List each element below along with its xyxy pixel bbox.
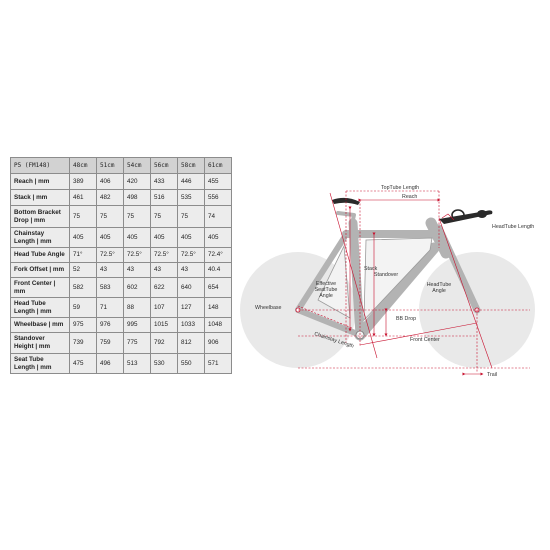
trail-label: Trail: [487, 372, 498, 378]
row-label: Standover Height | mm: [11, 333, 70, 354]
table-cell: 72.5°: [97, 248, 124, 263]
table-row: [11, 206, 232, 228]
table-cell: 446: [178, 174, 205, 190]
table-row: [11, 318, 232, 333]
table-cell: 571: [205, 354, 232, 374]
table-row: [11, 298, 232, 318]
table-cell: 759: [97, 333, 124, 354]
table-cell: 1048: [205, 318, 232, 333]
table-row: [11, 228, 232, 248]
table-cell: 498: [124, 190, 151, 206]
table-cell: 583: [97, 278, 124, 298]
table-cell: 127: [178, 298, 205, 318]
table-cell: 1033: [178, 318, 205, 333]
size-header: 58cm: [178, 158, 205, 174]
table-row: [11, 248, 232, 263]
geometry-table: [10, 157, 232, 374]
toptube-length-label: TopTube Length: [381, 185, 420, 191]
row-label: Bottom Bracket Drop | mm: [11, 206, 70, 228]
table-cell: 75: [151, 206, 178, 228]
table-cell: 75: [97, 206, 124, 228]
stack-label: Stack: [364, 266, 378, 272]
table-cell: 405: [151, 228, 178, 248]
table-row: [11, 190, 232, 206]
table-cell: 72.5°: [178, 248, 205, 263]
table-cell: 513: [124, 354, 151, 374]
standover-label: Standover: [374, 272, 399, 278]
table-cell: 405: [70, 228, 97, 248]
table-cell: 43: [124, 263, 151, 278]
table-cell: 975: [70, 318, 97, 333]
table-row: [11, 263, 232, 278]
table-cell: 43: [151, 263, 178, 278]
table-cell: 812: [178, 333, 205, 354]
row-label: Head Tube Angle: [11, 248, 70, 263]
table-cell: 461: [70, 190, 97, 206]
headtube-length-label: HeadTube Length: [492, 224, 535, 230]
row-label: Wheelbase | mm: [11, 318, 70, 333]
headtube-angle-label: HeadTube Angle: [426, 282, 452, 294]
table-cell: 775: [124, 333, 151, 354]
table-cell: 74: [205, 206, 232, 228]
reach-label: Reach: [402, 194, 418, 200]
frame-geometry-diagram: [234, 178, 546, 383]
table-cell: 148: [205, 298, 232, 318]
size-header: 54cm: [124, 158, 151, 174]
table-cell: 405: [178, 228, 205, 248]
table-cell: 75: [178, 206, 205, 228]
table-cell: 976: [97, 318, 124, 333]
table-cell: 107: [151, 298, 178, 318]
row-label: Stack | mm: [11, 190, 70, 206]
effective-seattube-angle-label: Effective SeatTube Angle: [314, 281, 338, 299]
table-cell: 906: [205, 333, 232, 354]
model-header: P5 (FM148): [11, 158, 70, 174]
table-cell: 405: [124, 228, 151, 248]
row-label: Head Tube Length | mm: [11, 298, 70, 318]
table-cell: 43: [178, 263, 205, 278]
table-cell: 582: [70, 278, 97, 298]
table-row: [11, 333, 232, 354]
table-cell: 405: [205, 228, 232, 248]
table-cell: 516: [151, 190, 178, 206]
table-cell: 433: [151, 174, 178, 190]
row-label: Fork Offset | mm: [11, 263, 70, 278]
row-label: Reach | mm: [11, 174, 70, 190]
table-cell: 75: [70, 206, 97, 228]
table-row: [11, 278, 232, 298]
table-cell: 71: [97, 298, 124, 318]
table-header-row: [11, 158, 232, 174]
table-cell: 475: [70, 354, 97, 374]
table-cell: 52: [70, 263, 97, 278]
size-header: 48cm: [70, 158, 97, 174]
table-cell: 71°: [70, 248, 97, 263]
table-cell: 556: [205, 190, 232, 206]
aerobar-grip: [477, 210, 487, 218]
table-cell: 88: [124, 298, 151, 318]
wheelbase-label: Wheelbase: [255, 305, 282, 311]
table-cell: 550: [178, 354, 205, 374]
chainstay-length-label: Chainstay Length: [313, 331, 355, 350]
table-cell: 1015: [151, 318, 178, 333]
table-cell: 389: [70, 174, 97, 190]
row-label: Seat Tube Length | mm: [11, 354, 70, 374]
row-label: Chainstay Length | mm: [11, 228, 70, 248]
table-cell: 40.4: [205, 263, 232, 278]
table-row: [11, 354, 232, 374]
table-cell: 420: [124, 174, 151, 190]
table-cell: 482: [97, 190, 124, 206]
table-cell: 455: [205, 174, 232, 190]
table-cell: 75: [124, 206, 151, 228]
table-cell: 530: [151, 354, 178, 374]
row-label: Front Center | mm: [11, 278, 70, 298]
table-cell: 622: [151, 278, 178, 298]
table-cell: 995: [124, 318, 151, 333]
table-cell: 640: [178, 278, 205, 298]
size-header: 51cm: [97, 158, 124, 174]
table-cell: 535: [178, 190, 205, 206]
table-cell: 496: [97, 354, 124, 374]
bb-drop-label: BB Drop: [396, 316, 417, 322]
size-header: 61cm: [205, 158, 232, 174]
table-cell: 72.4°: [205, 248, 232, 263]
front-center-label: Front Center: [410, 337, 440, 343]
table-cell: 602: [124, 278, 151, 298]
table-cell: 43: [97, 263, 124, 278]
table-cell: 654: [205, 278, 232, 298]
table-cell: 406: [97, 174, 124, 190]
table-cell: 739: [70, 333, 97, 354]
table-row: [11, 174, 232, 190]
table-cell: 792: [151, 333, 178, 354]
table-cell: 72.5°: [124, 248, 151, 263]
size-header: 56cm: [151, 158, 178, 174]
table-cell: 405: [97, 228, 124, 248]
table-cell: 72.5°: [151, 248, 178, 263]
table-cell: 59: [70, 298, 97, 318]
